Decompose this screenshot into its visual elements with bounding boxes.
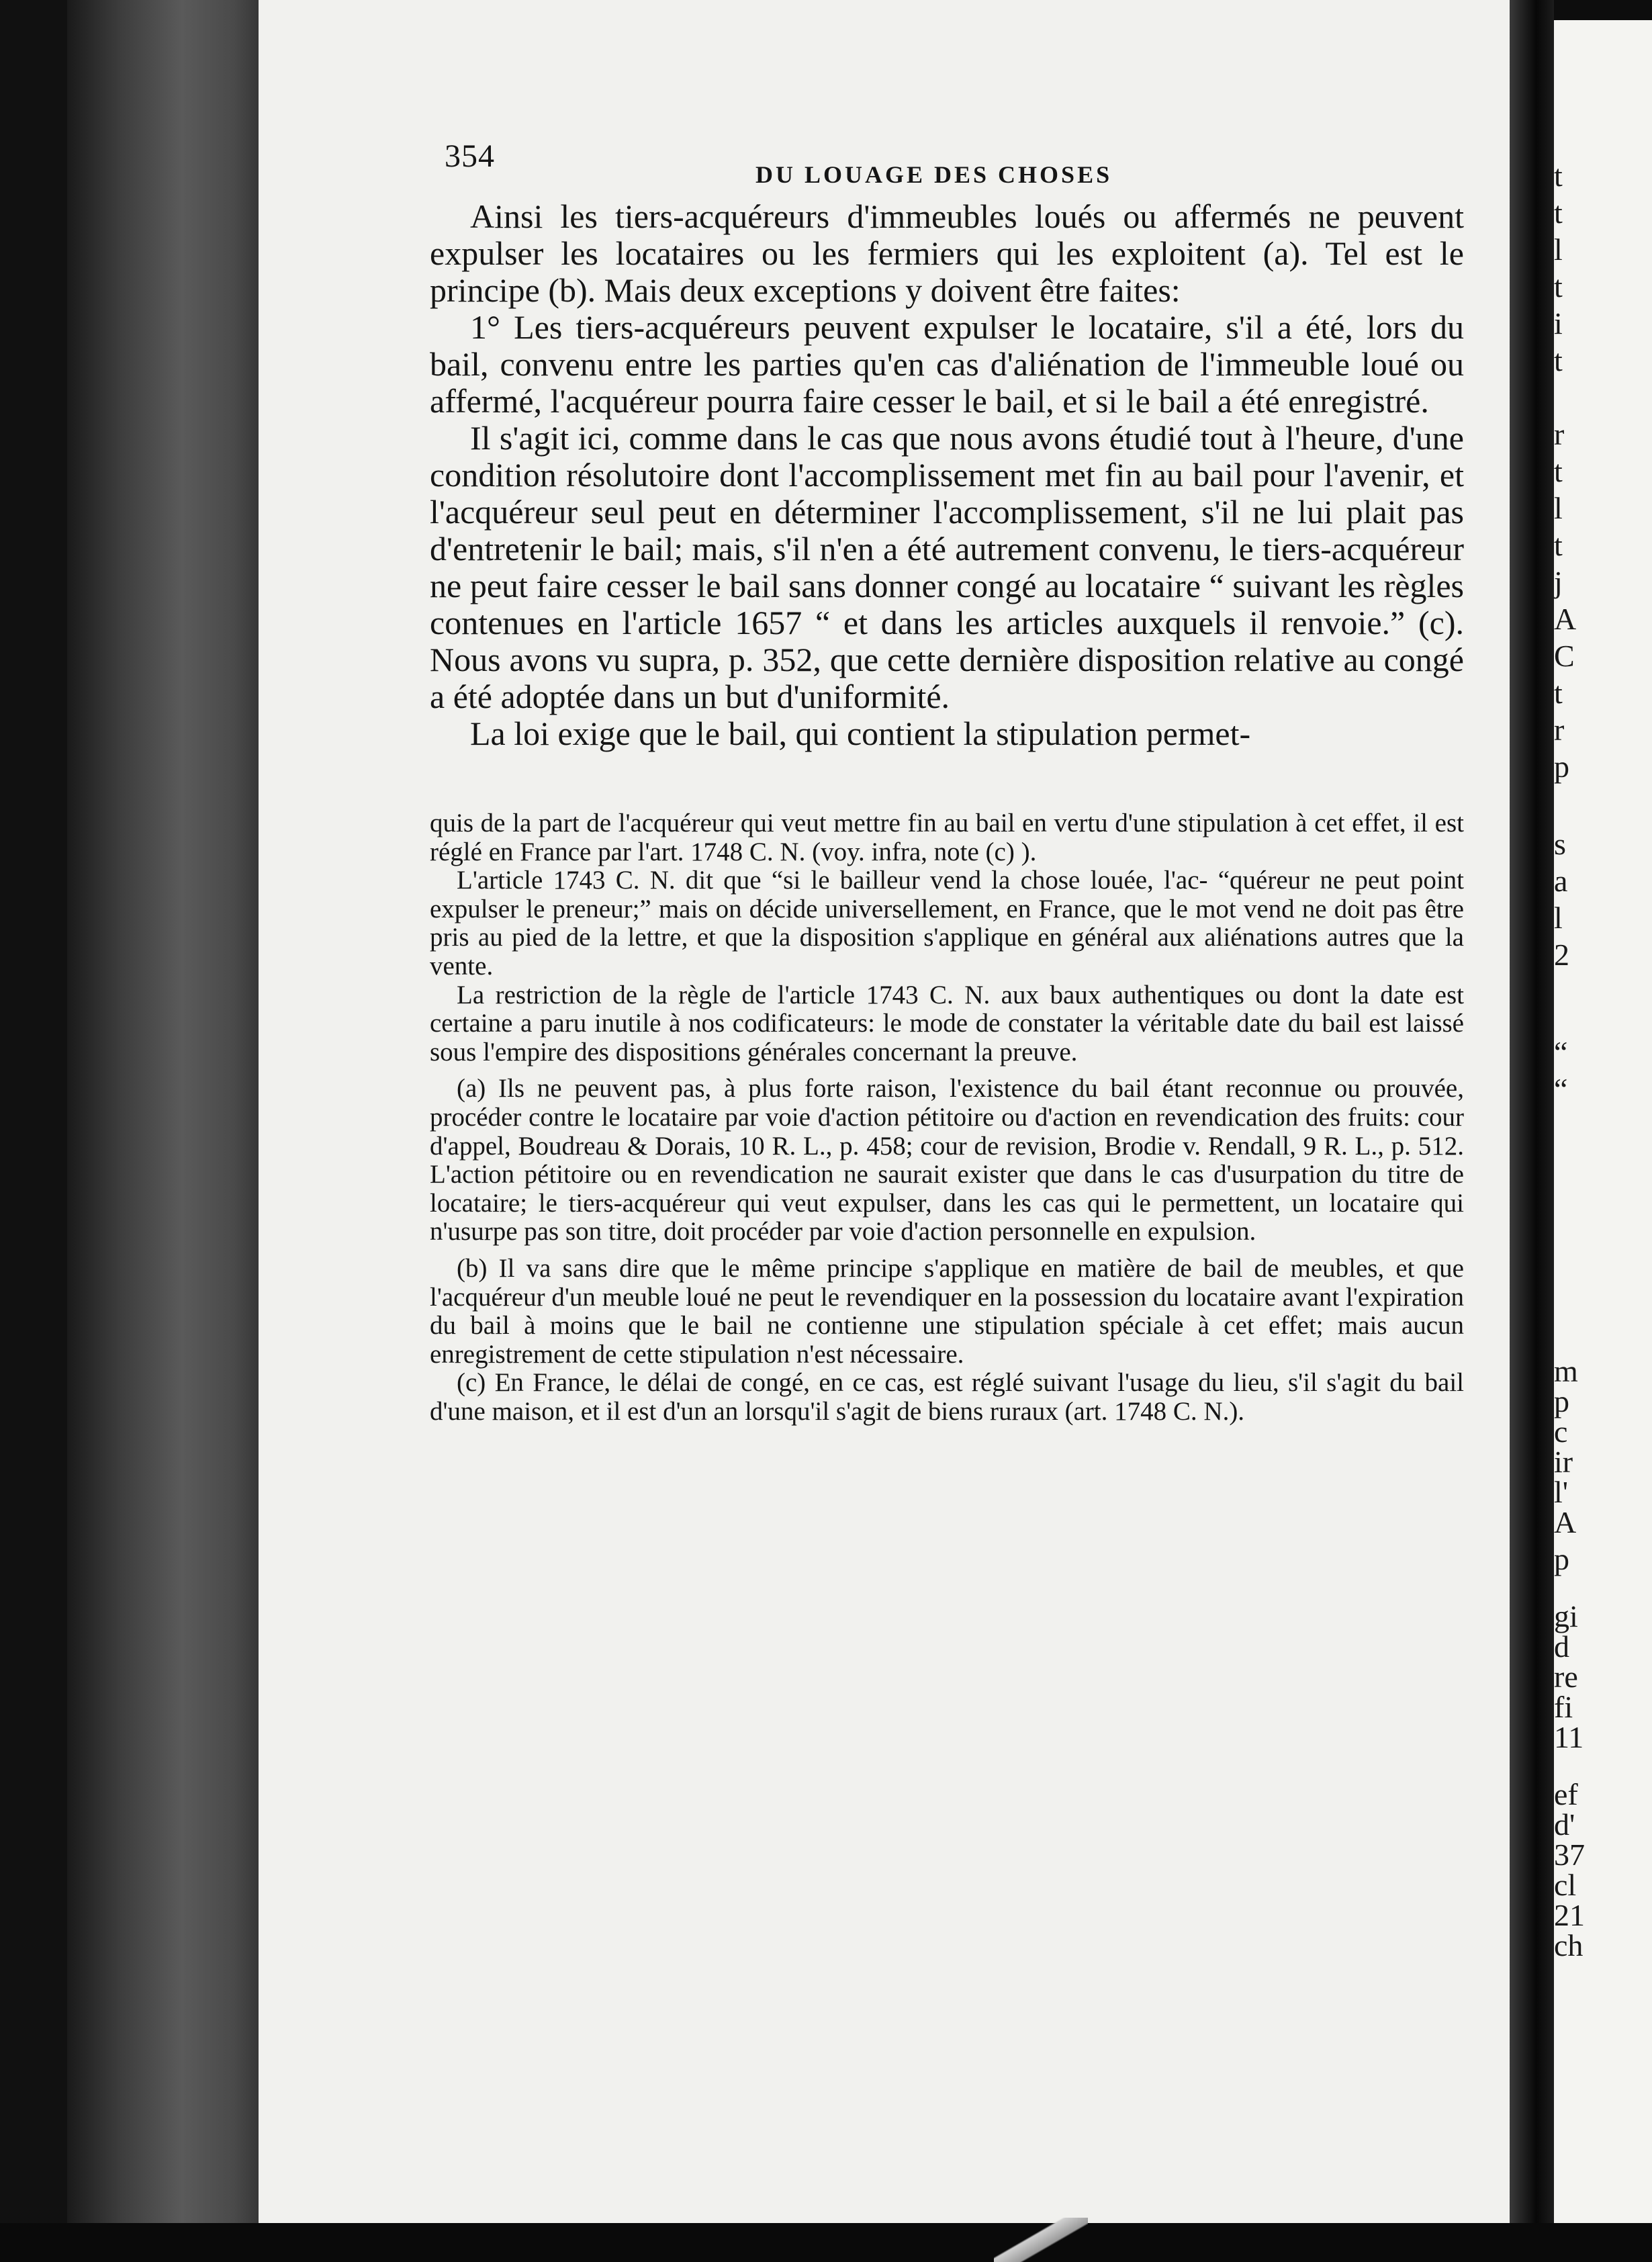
adjacent-page-edge — [1554, 20, 1652, 2262]
page-content — [430, 138, 1464, 1426]
adjacent-page-fragment: “ — [1554, 1035, 1568, 1069]
main-text — [430, 198, 1464, 752]
adjacent-page-fragment: fi — [1554, 1690, 1573, 1724]
adjacent-page-fragment: 37 — [1554, 1838, 1585, 1872]
adjacent-page-fragment: t — [1554, 159, 1563, 193]
adjacent-page-fragment: l — [1554, 491, 1563, 525]
adjacent-page-fragment: t — [1554, 676, 1563, 710]
adjacent-page-fragment: re — [1554, 1660, 1578, 1694]
scan-bottom-edge — [0, 2223, 1652, 2262]
adjacent-page-fragment: c — [1554, 1414, 1568, 1449]
adjacent-page-fragment: l' — [1554, 1475, 1569, 1509]
adjacent-page-fragment: “ — [1554, 1072, 1568, 1106]
footnote-continuation: quis de la part de l'acquéreur qui veut mettre fin au bail en vertu d'une stipulation à cet effet, il est réglé en France par l'art. 1748 C. N. (voy. infra, note (c) ). — [430, 809, 1464, 866]
adjacent-page-fragment: p — [1554, 1542, 1569, 1576]
footnote-paragraph: L'article 1743 C. N. dit que “si le bailleur vend la chose louée, l'ac- “quéreur ne peut point expulser le preneur;” mais on décide universellement, en France, que le mot vend ne doit pas être pris au pied de la lettre, et que la disposition s'applique en général aux aliénations autres que la vente. — [430, 866, 1464, 981]
adjacent-page-fragment: ef — [1554, 1777, 1578, 1811]
footnote-b: (b) Il va sans dire que le même principe s'applique en matière de bail de meubles, et que l'acquéreur d'un meuble loué ne peut le revendiquer en la possession du locataire avant l'expiration du bail à moins que le bail ne contienne une stipulation spéciale à cet effet; mais aucun enregistrement de cette stipulation n'est nécessaire. — [430, 1253, 1464, 1369]
adjacent-page-fragment: m — [1554, 1354, 1578, 1388]
book-spine-shadow — [67, 0, 275, 2262]
adjacent-page-fragment: 21 — [1554, 1898, 1585, 1932]
footnote-c: (c) En France, le délai de congé, en ce cas, est réglé suivant l'usage du lieu, s'il s'agit du bail d'une maison, et il est d'un an lorsqu'il s'agit de biens ruraux (art. 1748 C. N.). — [430, 1368, 1464, 1426]
adjacent-page-fragment: i — [1554, 306, 1563, 341]
adjacent-page-fragment: t — [1554, 528, 1563, 562]
running-head: DU LOUAGE DES CHOSES — [755, 161, 1113, 188]
adjacent-page-fragment: t — [1554, 454, 1563, 488]
adjacent-page-fragment: C — [1554, 639, 1575, 673]
page-corner-mark — [994, 2218, 1088, 2262]
page-number: 354 — [445, 138, 495, 174]
adjacent-page-fragment: d' — [1554, 1807, 1575, 1842]
body-paragraph: La loi exige que le bail, qui contient la stipulation permet- — [470, 715, 1251, 752]
adjacent-page-fragment: p — [1554, 750, 1569, 784]
adjacent-page-fragment: a — [1554, 864, 1568, 898]
adjacent-page-fragment: l — [1554, 901, 1563, 935]
page-header — [430, 138, 1464, 198]
footnotes — [430, 809, 1464, 1426]
adjacent-page-fragment: 2 — [1554, 938, 1569, 972]
body-paragraph: Ainsi les tiers-acquéreurs d'immeubles loués ou affermés ne peuvent expulser les locataires ou les fermiers qui les exploitent (a). Tel est le principe (b). Mais deux exceptions y doivent être faites: — [430, 197, 1464, 309]
adjacent-page-fragment: p — [1554, 1384, 1569, 1418]
body-paragraph: 1° Les tiers-acquéreurs peuvent expulser le locataire, s'il a été, lors du bail, convenu entre les parties qu'en cas d'aliénation de l'immeuble loué ou affermé, l'acquéreur pourra faire cesser le bail, et si le bail a été enregistré. — [430, 308, 1464, 420]
adjacent-page-fragment: t — [1554, 195, 1563, 230]
adjacent-page-fragment: ir — [1554, 1445, 1573, 1479]
adjacent-page-fragment: d — [1554, 1629, 1569, 1664]
adjacent-page-fragment: t — [1554, 269, 1563, 304]
adjacent-page-fragment: r — [1554, 713, 1565, 747]
footnote-paragraph: La restriction de la règle de l'article 1743 C. N. aux baux authentiques ou dont la date est certaine a paru inutile à nos codificateurs: le mode de constater la véritable date du bail est laissé sous l'empire des dispositions générales concernant la preuve. — [430, 980, 1464, 1067]
adjacent-page-fragment: r — [1554, 417, 1565, 451]
page-gutter-right — [1510, 0, 1554, 2262]
adjacent-page-fragment: A — [1554, 1505, 1577, 1539]
adjacent-page-fragment: A — [1554, 602, 1577, 636]
footnote-a: (a) Ils ne peuvent pas, à plus forte raison, l'existence du bail étant reconnue ou prouvée, procéder contre le locataire par voie d'action pétitoire ou d'action en revendication des fruits: cour d'appel, Boudreau & Dorais, 10 R. L., p. 458; cour de revision, Brodie v. Rendall, 9 R. L., p. 512. L'action pétitoire ou en revendication ne saurait exister que dans le cas d'usurpation du titre de locataire; le tiers-acquéreur qui veut expulser, dans les cas qui le permettent, un locataire qui n'usurpe pas son titre, doit procéder par voie d'action personnelle en expulsion. — [430, 1074, 1464, 1247]
adjacent-page-fragment: ch — [1554, 1928, 1584, 1962]
adjacent-page-fragment: s — [1554, 827, 1566, 861]
adjacent-page-fragment: 11 — [1554, 1720, 1584, 1754]
adjacent-page-fragment: t — [1554, 343, 1563, 377]
body-paragraph: Il s'agit ici, comme dans le cas que nous avons étudié tout à l'heure, d'une condition résolutoire dont l'accomplissement met fin au bail pour l'avenir, et l'acquéreur seul peut en déterminer l'accomplissement, s'il ne lui plait pas d'entretenir le bail; mais, s'il n'en a été autrement convenu, le tiers-acquéreur ne peut faire cesser le bail sans donner congé au locataire “ suivant les règles contenues en l'article 1657 “ et dans les articles auxquels il renvoie.” (c). Nous avons vu supra, p. 352, que cette dernière disposition relative au congé a été adoptée dans un but d'uniformité. — [430, 419, 1464, 715]
adjacent-page-fragment: l — [1554, 232, 1563, 267]
adjacent-page-fragment: gi — [1554, 1599, 1578, 1633]
adjacent-page-fragment: cl — [1554, 1868, 1577, 1902]
adjacent-page-fragment: j — [1554, 565, 1563, 599]
